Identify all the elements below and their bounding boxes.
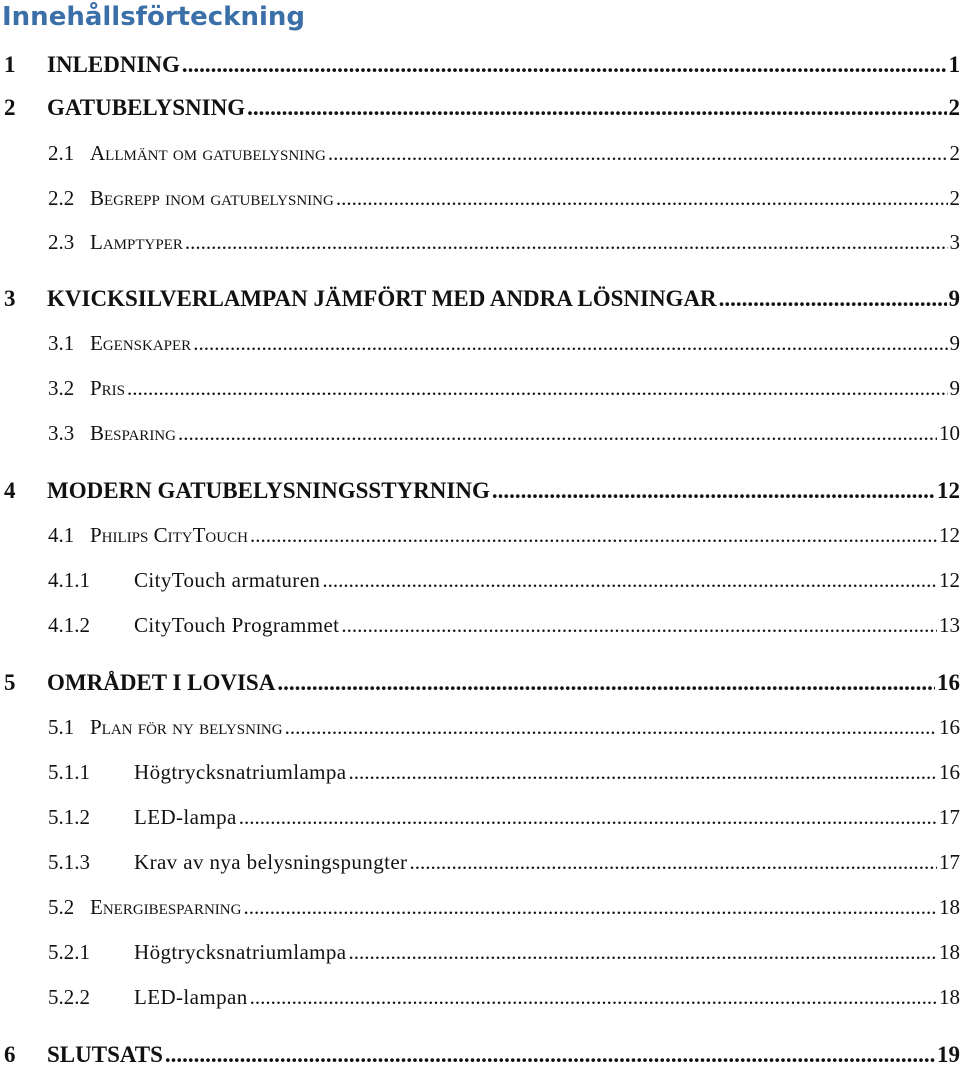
toc-entry[interactable] <box>48 985 960 1015</box>
toc-entry-title: Begrepp inom gatubelysning <box>90 186 334 211</box>
toc-entry-page-number: 2 <box>950 141 960 166</box>
toc-entry[interactable] <box>48 141 960 171</box>
toc-entry-title: LED-lampan <box>134 985 248 1010</box>
toc-entry-title: Plan för ny belysning <box>90 715 283 740</box>
toc-dot-leader <box>492 478 935 504</box>
toc-entry-number: 5.1.1 <box>48 760 134 785</box>
toc-dot-leader <box>165 1042 935 1068</box>
toc-dot-leader <box>409 850 937 875</box>
toc-entry-title: OMRÅDET I LOVISA <box>47 670 275 696</box>
toc-entry-number: 5.2 <box>48 895 90 920</box>
toc-entry[interactable] <box>4 52 960 84</box>
toc-entry[interactable] <box>48 376 960 406</box>
toc-entry-number: 3.1 <box>48 331 90 356</box>
toc-dot-leader <box>193 331 947 356</box>
toc-dot-leader <box>239 805 937 830</box>
toc-entry-page-number: 18 <box>939 940 960 965</box>
toc-dot-leader <box>719 286 947 312</box>
toc-entry[interactable] <box>48 331 960 361</box>
toc-entry-title: Energibesparning <box>90 895 241 920</box>
toc-entry-number: 6 <box>4 1042 47 1068</box>
toc-dot-leader <box>328 141 948 166</box>
toc-entry-page-number: 1 <box>949 52 960 78</box>
toc-entry-number: 4.1.1 <box>48 568 134 593</box>
toc-entry-page-number: 19 <box>937 1042 960 1068</box>
toc-entry-title: Egenskaper <box>90 331 191 356</box>
toc-entry[interactable] <box>48 186 960 216</box>
toc-dot-leader <box>277 670 935 696</box>
toc-entry-page-number: 10 <box>939 421 960 446</box>
toc-entry[interactable] <box>48 523 960 553</box>
toc-entry-page-number: 9 <box>950 376 960 401</box>
toc-dot-leader <box>243 895 937 920</box>
toc-dot-leader <box>247 95 946 121</box>
toc-entry-number: 5.2.2 <box>48 985 134 1010</box>
toc-entry-number: 5.1 <box>48 715 90 740</box>
toc-entry-title: GATUBELYSNING <box>47 95 245 121</box>
toc-entry-page-number: 3 <box>950 230 960 255</box>
toc-entry-title: CityTouch Programmet <box>134 613 339 638</box>
toc-entry-number: 1 <box>4 52 47 78</box>
toc-entry-page-number: 17 <box>939 850 960 875</box>
toc-entry-page-number: 9 <box>950 331 960 356</box>
toc-entry-page-number: 2 <box>950 186 960 211</box>
toc-entry[interactable] <box>48 230 960 260</box>
toc-dot-leader <box>349 940 937 965</box>
toc-entry[interactable] <box>4 478 960 510</box>
toc-dot-leader <box>349 760 937 785</box>
toc-entry[interactable] <box>48 715 960 745</box>
toc-dot-leader <box>250 523 937 548</box>
toc-entry[interactable] <box>4 1042 960 1074</box>
toc-entry[interactable] <box>4 286 960 318</box>
toc-entry-title: SLUTSATS <box>47 1042 163 1068</box>
toc-entry-title: Lamptyper <box>90 230 183 255</box>
toc-entry-number: 5 <box>4 670 47 696</box>
toc-dot-leader <box>322 568 937 593</box>
toc-dot-leader <box>341 613 937 638</box>
toc-entry-number: 3.2 <box>48 376 90 401</box>
toc-entry[interactable] <box>4 670 960 702</box>
toc-entry-title: Högtrycksnatriumlampa <box>134 760 347 785</box>
toc-entry[interactable] <box>48 613 960 643</box>
toc-entry-number: 2 <box>4 95 47 121</box>
toc-entry-number: 5.1.2 <box>48 805 134 830</box>
toc-entry-page-number: 16 <box>937 670 960 696</box>
toc-dot-leader <box>285 715 937 740</box>
toc-entry-title: INLEDNING <box>47 52 180 78</box>
toc-entry-page-number: 18 <box>939 895 960 920</box>
toc-entry-title: Philips CityTouch <box>90 523 248 548</box>
toc-entry-title: MODERN GATUBELYSNINGSSTYRNING <box>47 478 490 504</box>
toc-entry-number: 4 <box>4 478 47 504</box>
toc-entry-number: 2.1 <box>48 141 90 166</box>
toc-entry[interactable] <box>48 760 960 790</box>
toc-entry-title: LED-lampa <box>134 805 237 830</box>
toc-entry-page-number: 12 <box>939 523 960 548</box>
toc-entry[interactable] <box>4 95 960 127</box>
toc-entry-page-number: 12 <box>939 568 960 593</box>
toc-entry[interactable] <box>48 568 960 598</box>
toc-entry-title: CityTouch armaturen <box>134 568 320 593</box>
toc-dot-leader <box>127 376 947 401</box>
toc-entry-title: Allmänt om gatubelysning <box>90 141 326 166</box>
toc-entry-number: 5.1.3 <box>48 850 134 875</box>
toc-entry-number: 3 <box>4 286 47 312</box>
toc-entry[interactable] <box>48 421 960 451</box>
toc-dot-leader <box>250 985 937 1010</box>
toc-entry-number: 4.1.2 <box>48 613 134 638</box>
toc-entry[interactable] <box>48 850 960 880</box>
toc-entry-title: Krav av nya belysningspungter <box>134 850 407 875</box>
toc-entry-page-number: 17 <box>939 805 960 830</box>
toc-entry-title: Pris <box>90 376 125 401</box>
toc-entry-page-number: 16 <box>939 760 960 785</box>
toc-entry[interactable] <box>48 895 960 925</box>
toc-entry-title: KVICKSILVERLAMPAN JÄMFÖRT MED ANDRA LÖSNINGAR <box>47 286 717 312</box>
toc-entry-page-number: 18 <box>939 985 960 1010</box>
toc-entry-page-number: 12 <box>937 478 960 504</box>
toc-entry-number: 5.2.1 <box>48 940 134 965</box>
toc-entry-number: 4.1 <box>48 523 90 548</box>
toc-dot-leader <box>182 52 947 78</box>
toc-entry[interactable] <box>48 805 960 835</box>
toc-entry-page-number: 13 <box>939 613 960 638</box>
toc-entry-page-number: 9 <box>949 286 960 312</box>
toc-heading: Innehållsförteckning <box>2 0 305 34</box>
toc-entry-title: Högtrycksnatriumlampa <box>134 940 347 965</box>
toc-entry-number: 3.3 <box>48 421 90 446</box>
toc-entry-page-number: 2 <box>949 95 960 121</box>
toc-dot-leader <box>336 186 948 211</box>
toc-entry-title: Besparing <box>90 421 176 446</box>
toc-dot-leader <box>178 421 937 446</box>
toc-entry-page-number: 16 <box>939 715 960 740</box>
toc-entry-number: 2.2 <box>48 186 90 211</box>
toc-dot-leader <box>185 230 948 255</box>
toc-entry[interactable] <box>48 940 960 970</box>
toc-entry-number: 2.3 <box>48 230 90 255</box>
